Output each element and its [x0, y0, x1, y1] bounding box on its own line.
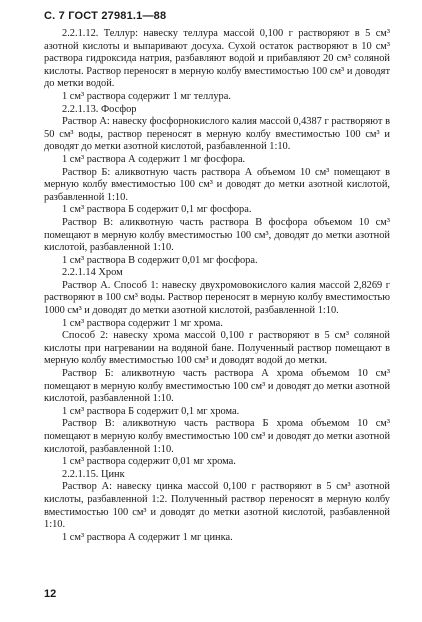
- concentration-note: 1 см³ раствора Б содержит 0,1 мг хрома.: [62, 405, 240, 417]
- concentration-note: 1 см³ раствора Б содержит 0,1 мг фосфора.: [62, 204, 252, 216]
- paragraph: Раствор Б: аликвотную часть раствора А хрома объемом 10 см³ помещают в мерную колбу вместимостью 100 см³ и доводят до метки азотной кислотой, разбавленной 1:10.: [44, 368, 390, 405]
- concentration-note: 1 см³ раствора А содержит 1 мг цинка.: [62, 531, 233, 543]
- paragraph: Раствор А: навеску цинка массой 0,100 г растворяют в 5 см³ азотной кислоты, разбавленной 1:2. Полученный раствор переносят в мерную колбу вместимостью 100 см³ и доводят до метки азотной кислотой, разбавленной 1:10.: [44, 481, 390, 531]
- concentration-note: 1 см³ раствора содержит 0,01 мг хрома.: [62, 456, 236, 468]
- paragraph: 2.2.1.12. Теллур: навеску теллура массой 0,100 г растворяют в 5 см³ азотной кислоты и выпаривают досуха. Сухой остаток растворяют в 10 см³ раствора гидроксида натрия, разбавляют водой и прибавляют 20 см³ соляной кислоты. Раствор переносят в мерную колбу вместимостью 100 см³ и доводят до метки водой.: [44, 28, 390, 90]
- document-body: [44, 28, 390, 544]
- paragraph: Раствор В: аликвотную часть раствора Б хрома объемом 10 см³ помещают в мерную колбу вместимостью 100 см³ и доводят до метки азотной кислотой, разбавленной 1:10.: [44, 418, 390, 455]
- paragraph: Раствор В: аликвотную часть раствора В фосфора объемом 10 см³ помещают в мерную колбу вместимостью 100 см³, доводят до метки азотной кислотой, разбавленной 1:10.: [44, 216, 390, 254]
- section-heading: 2.2.1.15. Цинк: [62, 468, 125, 480]
- concentration-note: 1 см³ раствора содержит 1 мг теллура.: [62, 90, 231, 102]
- page-number: 12: [44, 588, 57, 600]
- section-heading: 2.2.1.14 Хром: [62, 267, 123, 279]
- paragraph: Раствор А. Способ 1: навеску двухромовокислого калия массой 2,8269 г растворяют в 100 см³ воды. Раствор переносят в мерную колбу вместимостью 1000 см³ и доводят до метки азотной кислотой, разбавленной 1:10.: [44, 279, 390, 317]
- paragraph: Раствор Б: аликвотную часть раствора А объемом 10 см³ помещают в мерную колбу вместимостью 100 см³ и доводят до метки азотной кислотой, разбавленной 1:10.: [44, 166, 390, 203]
- paragraph: Способ 2: навеску хрома массой 0,100 г растворяют в 5 см³ соляной кислоты при нагревании на водяной бане. Полученный раствор помещают в мерную колбу вместимостью 100 см³ и доводят водой до метки.: [44, 330, 390, 367]
- concentration-note: 1 см³ раствора А содержит 1 мг фосфора.: [62, 153, 246, 165]
- section-heading: 2.2.1.13. Фосфор: [62, 103, 137, 115]
- paragraph: Раствор А: навеску фосфорнокислого калия массой 0,4387 г растворяют в 50 см³ воды, раствор переносят в мерную колбу вместимостью 100 см³ и доводят до метки азотной кислотой, разбавленной 1:10.: [44, 116, 390, 153]
- concentration-note: 1 см³ раствора В содержит 0,01 мг фосфора.: [62, 254, 258, 266]
- concentration-note: 1 см³ раствора содержит 1 мг хрома.: [62, 317, 223, 329]
- page-header: С. 7 ГОСТ 27981.1—88: [44, 10, 167, 22]
